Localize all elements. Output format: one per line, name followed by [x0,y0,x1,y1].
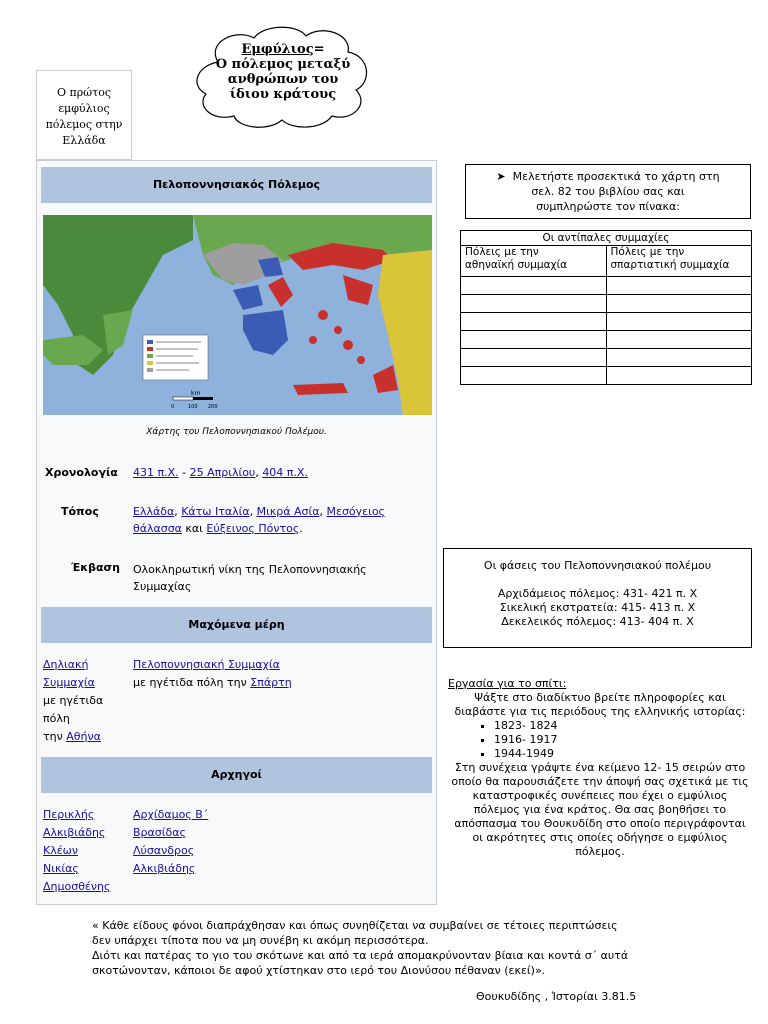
leaders-b [133,806,208,878]
leader-link[interactable]: Περικλής [43,808,95,821]
leader-link[interactable]: Βρασίδας [133,826,186,839]
map-scale-label: 200 [208,404,218,410]
intro-line: πόλεμος στην [45,118,123,131]
delian-league-link[interactable]: Δηλιακή [43,658,89,671]
list-item: ▪ 1916- 1917 [494,733,752,747]
periods-list [448,719,752,761]
intro-line: εμφύλιος [58,102,110,115]
alliances-table [460,230,752,385]
chronology-sep: - [178,466,190,479]
map-scale-label: 100 [188,404,198,410]
cloud-title-suffix: = [313,42,325,57]
phase-item: Αρχιδάμειος πόλεμος: 431- 421 π. Χ [497,587,698,600]
quote-line: « Κάθε είδους φόνοι διαπράχθησαν και όπως συνηθίζεται να συμβαίνει σε τέτοιες περιπτώσεις [92,919,618,932]
belligerents-header: Μαχόμενα μέρη [41,607,432,643]
leaders-header: Αρχηγοί [41,757,432,793]
athens-link[interactable]: Αθήνα [66,730,101,743]
side-b [133,656,292,692]
homework-intro: Ψάξτε στο διαδίκτυο βρείτε πληροφορίες και διαβάστε για τις περιόδους της ελληνικής ιστορίας: [454,691,746,718]
map-scale-unit: km [191,390,201,397]
homework-section [448,677,752,859]
header-line: αθηναϊκή συμμαχία [465,259,568,271]
table-cell[interactable] [461,331,607,349]
peloponnesian-league-link[interactable]: Πελοποννησιακή Συμμαχία [133,658,280,671]
instruction-line: Μελετήστε προσεκτικά το χάρτη στη [512,170,720,183]
table-cell[interactable] [606,349,752,367]
place-dot: . [299,522,303,535]
leader-link[interactable]: Αλκιβιάδης [133,862,196,875]
outcome-line: Συμμαχίας [133,580,192,593]
phases-box [443,548,752,648]
phase-item: Σικελική εκστρατεία: 415- 413 π. Χ [499,601,696,614]
side-a-text: πόλη [43,712,70,725]
place-value: Ελλάδα, Κάτω Ιταλία, Μικρά Ασία, Μεσόγειος θάλασσα και Εύξεινος Πόντος. [133,505,386,535]
instruction-box [465,164,751,219]
table-row [461,367,752,385]
outcome-value [133,561,423,595]
sparta-link[interactable]: Σπάρτη [250,676,292,689]
instruction-line: σελ. 82 του βιβλίου σας και [531,185,685,198]
delian-league-link[interactable]: Συμμαχία [43,676,95,689]
list-item: ▪ 1944-1949 [494,747,752,761]
arrow-bullet-icon: ➤ [496,170,506,183]
date-end-link[interactable]: 404 π.Χ. [262,466,308,479]
cloud-line: Ο πόλεμος μεταξύ [215,57,351,72]
quote-line: Διότι και πατέρας το γιο του σκότωνε και από τα ιερά απομακρύνονταν βίαια και κοντά σ΄ αυτά [92,949,629,962]
place-link[interactable]: Εύξεινος Πόντος [206,522,300,535]
quote-line: σκοτώνονταν, κάποιοι δε αφού χτίστηκαν στο ιερό του Διονύσου πέθαναν (εκεί)». [92,964,546,977]
infobox-header: Πελοποννησιακός Πόλεμος [41,167,432,203]
cloud-title: Εμφύλιος [241,42,314,57]
place-link[interactable]: Μεσόγειος [326,505,386,518]
table-cell[interactable] [606,367,752,385]
header-line: σπαρτιατική συμμαχία [610,259,730,271]
quote-source: Θουκυδίδης , Ἱστορίαι 3.81.5 [476,990,637,1003]
header-line: Πόλεις με την [465,246,539,258]
map-caption: Χάρτης του Πελοποννησιακού Πολέμου. [146,427,327,437]
intro-box [36,70,132,160]
leader-link[interactable]: Δημοσθένης [43,880,111,893]
table-cell[interactable] [606,331,752,349]
table-cell[interactable] [461,349,607,367]
table-cell[interactable] [461,367,607,385]
table-row [461,277,752,295]
outcome-label: Έκβαση [71,561,120,574]
intro-line: Ο πρώτος [56,86,112,99]
date-day-link[interactable]: 25 Απριλίου [189,466,256,479]
instruction-line: συμπληρώστε τον πίνακα: [536,200,680,213]
table-cell[interactable] [606,295,752,313]
thucydides-quote [92,918,682,978]
chronology-sep: , [255,466,263,479]
phases-title: Οι φάσεις του Πελοποννησιακού πολέμου [483,559,712,572]
alliances-table-title: Οι αντίπαλες συμμαχίες [461,231,752,246]
definition-cloud [188,22,378,132]
leader-link[interactable]: Νικίας [43,862,79,875]
homework-title: Εργασία για το σπίτι: [448,677,567,690]
table-cell[interactable] [461,313,607,331]
leader-link[interactable]: Αρχίδαμος Β΄ [133,808,209,821]
phase-item: Δεκελεικός πόλεμος: 413- 404 π. Χ [501,615,694,628]
leader-link[interactable]: Αλκιβιάδης [43,826,106,839]
leader-link[interactable]: Κλέων [43,844,79,857]
homework-body: Στη συνέχεια γράψτε ένα κείμενο 12- 15 σειρών στο οποίο θα παρουσιάζετε την άποψή σας σχετικά με τις καταστροφικές συνέπειες που έχει ο εμφύλιος πόλεμος για ένα κράτος. Θα σας βοηθήσει το απόσπασμα του Θουκυδίδη στο οποίο περιγράφονται οι ακρότητες στις οποίες οδήγησε ο εμφύλιος πόλεμος. [451,761,749,858]
war-infobox [36,160,437,905]
map-scale-label: 0 [171,404,175,410]
chronology-value [133,464,308,481]
table-row [461,331,752,349]
side-a [43,656,103,746]
place-link[interactable]: θάλασσα [133,522,182,535]
table-cell[interactable] [461,295,607,313]
leaders-a [43,806,110,896]
side-b-text: με ηγέτιδα πόλη την [133,676,251,689]
table-cell[interactable] [461,277,607,295]
table-row [461,295,752,313]
place-link[interactable]: Μικρά Ασία [256,505,320,518]
chronology-label: Χρονολογία [45,466,118,479]
athenian-column-header [461,246,607,277]
date-start-link[interactable]: 431 π.Χ. [133,466,179,479]
intro-line: Ελλάδα [62,134,106,147]
place-conjunction: και [181,522,207,535]
table-cell[interactable] [606,277,752,295]
quote-line: δεν υπάρχει τίποτα που να μη συνέβη κι ακόμη περισσότερα. [92,934,429,947]
place-label: Τόπος [61,505,99,518]
outcome-line: Ολοκληρωτική νίκη της Πελοποννησιακής [133,563,367,576]
header-line: Πόλεις με την [610,246,685,258]
side-a-text: την [43,730,67,743]
table-row [461,313,752,331]
cloud-line: ανθρώπων του [227,72,339,87]
war-map[interactable] [43,215,432,415]
spartan-column-header [606,246,752,277]
side-a-text: με ηγέτιδα [43,694,104,707]
list-item: ▪ 1823- 1824 [494,719,752,733]
place-link[interactable]: Κάτω Ιταλία [181,505,250,518]
place-link[interactable]: Ελλάδα [133,505,175,518]
table-row [461,349,752,367]
table-cell[interactable] [606,313,752,331]
leader-link[interactable]: Λύσανδρος [133,844,195,857]
cloud-line: ίδιου κράτους [229,87,337,102]
